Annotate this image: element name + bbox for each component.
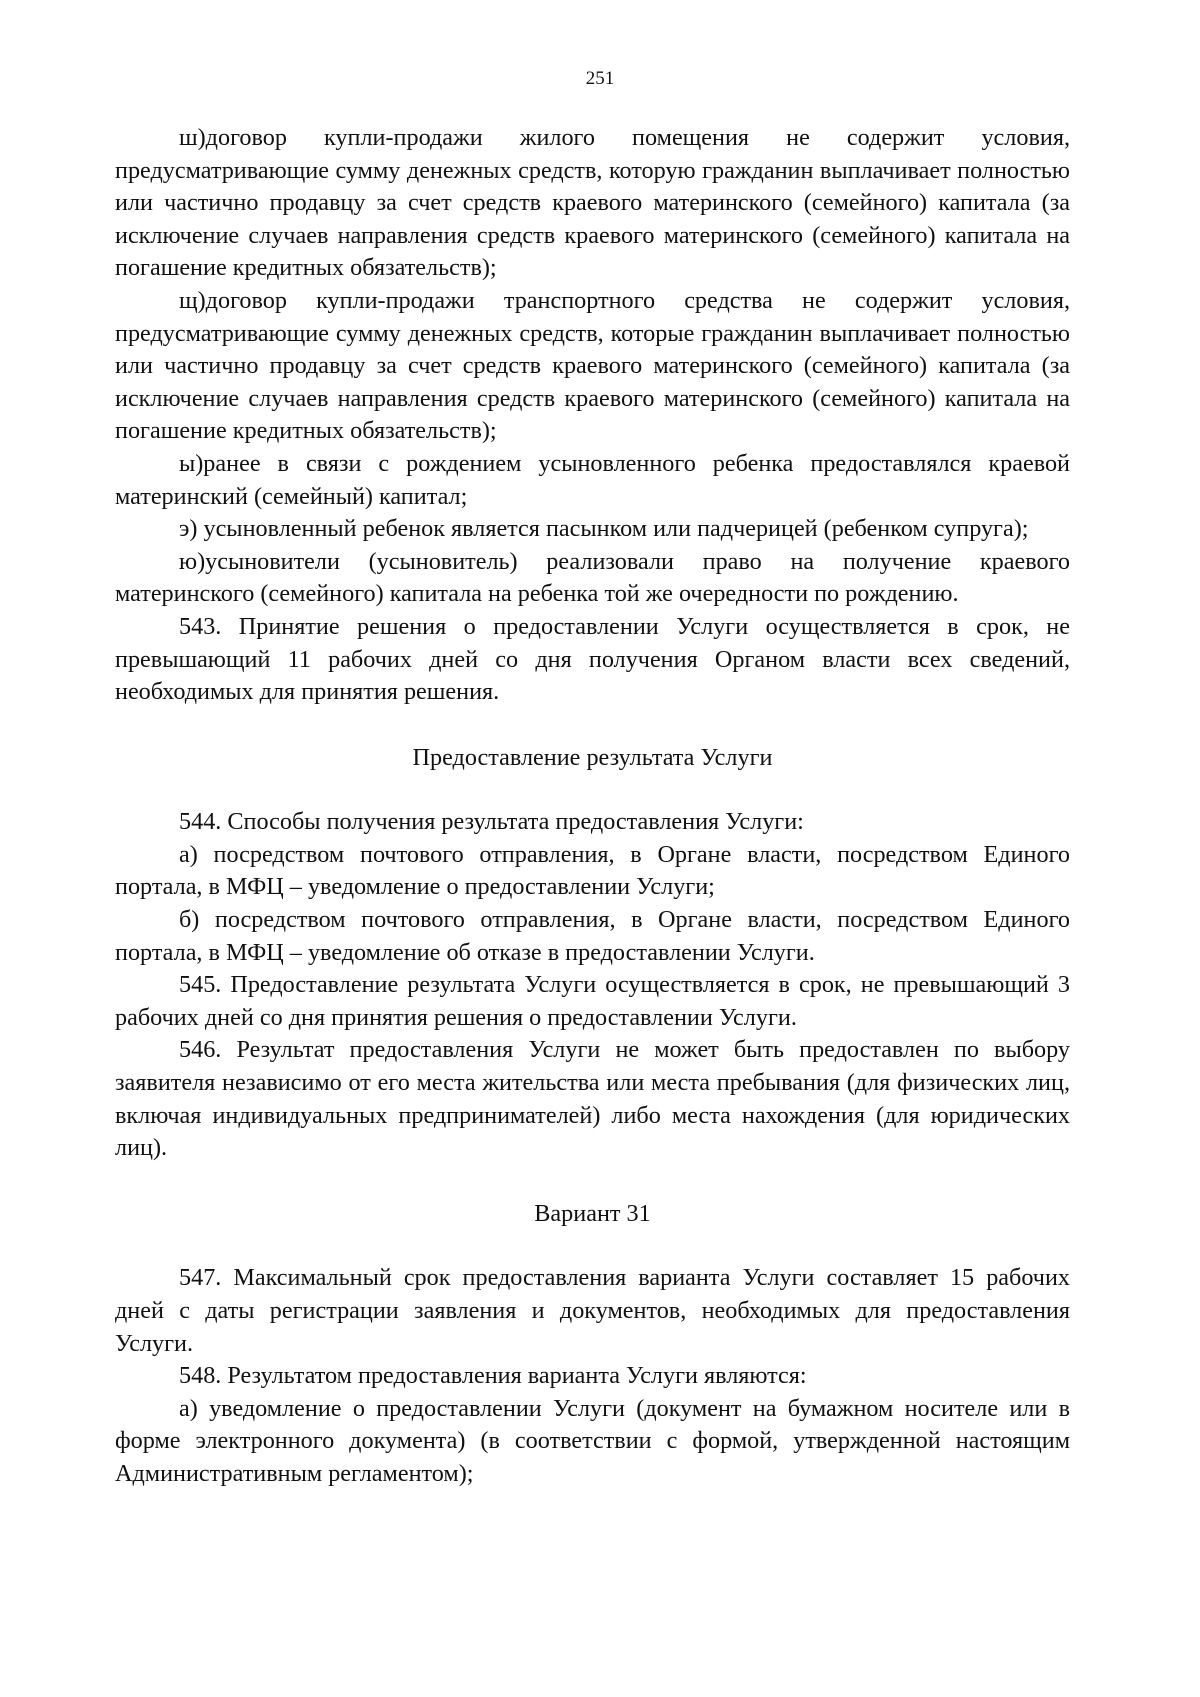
section-heading-variant: Вариант 31 xyxy=(534,1199,651,1227)
paragraph-e: э) усыновленный ребенок является пасынком или падчерицей (ребенком супруга); xyxy=(179,515,1029,543)
paragraph-548: 548. Результатом предоставления варианта Услуги являются: xyxy=(179,1362,807,1390)
paragraph-543: 543. Принятие решения о предоставлении Услуги осуществляется в срок, не превышающий 11 рабочих дней со дня получения Органом власти всех сведений, необходимых для принятия решения. xyxy=(115,612,1070,706)
section-heading-result: Предоставление результата Услуги xyxy=(412,743,773,771)
paragraph-shch: щ)договор купли-продажи транспортного средства не содержит условия, предусматривающие сумму денежных средств, которые гражданин выплачивает полностью или частично продавцу за счет средств краевого материнского (семейного) капитала (за исключение случаев направления средств краевого материнского (семейного) капитала на погашение кредитных обязательств); xyxy=(115,286,1070,445)
paragraph-544a: а) посредством почтового отправления, в Органе власти, посредством Единого портала, в МФЦ – уведомление о предоставлении Услуги; xyxy=(115,840,1070,901)
paragraph-547: 547. Максимальный срок предоставления варианта Услуги составляет 15 рабочих дней с даты регистрации заявления и документов, необходимых для предоставления Услуги. xyxy=(115,1264,1070,1357)
paragraph-544: 544. Способы получения результата предоставления Услуги: xyxy=(179,808,804,836)
paragraph-y: ы)ранее в связи с рождением усыновленного ребенка предоставлялся краевой материнский (семейный) капитал; xyxy=(115,449,1070,510)
page-number: 251 xyxy=(585,68,615,89)
paragraph-yu: ю)усыновители (усыновитель) реализовали право на получение краевого материнского (семейного) капитала на ребенка той же очередности по рождению. xyxy=(115,547,1070,608)
paragraph-545: 545. Предоставление результата Услуги осуществляется в срок, не превышающий 3 рабочих дней со дня принятия решения о предоставлении Услуги. xyxy=(115,971,1070,1031)
paragraph-544b: б) посредством почтового отправления, в Органе власти, посредством Единого портала, в МФЦ – уведомление об отказе в предоставлении Услуги. xyxy=(115,906,1070,966)
paragraph-sh: ш)договор купли-продажи жилого помещения не содержит условия, предусматривающие сумму денежных средств, которую гражданин выплачивает полностью или частично продавцу за счет средств краевого материнского (семейного) капитала (за исключение случаев направления средств краевого материнского (семейного) капитала на погашение кредитных обязательств); xyxy=(115,124,1070,282)
paragraph-546: 546. Результат предоставления Услуги не может быть предоставлен по выбору заявителя независимо от его места жительства или места пребывания (для физических лиц, включая индивидуальных предпринимателей) либо места нахождения (для юридических лиц). xyxy=(115,1036,1070,1162)
paragraph-548a: а) уведомление о предоставлении Услуги (документ на бумажном носителе или в форме электронного документа) (в соответствии с формой, утвержденной настоящим Административным регламентом); xyxy=(115,1394,1070,1487)
document-body xyxy=(115,122,1070,1491)
